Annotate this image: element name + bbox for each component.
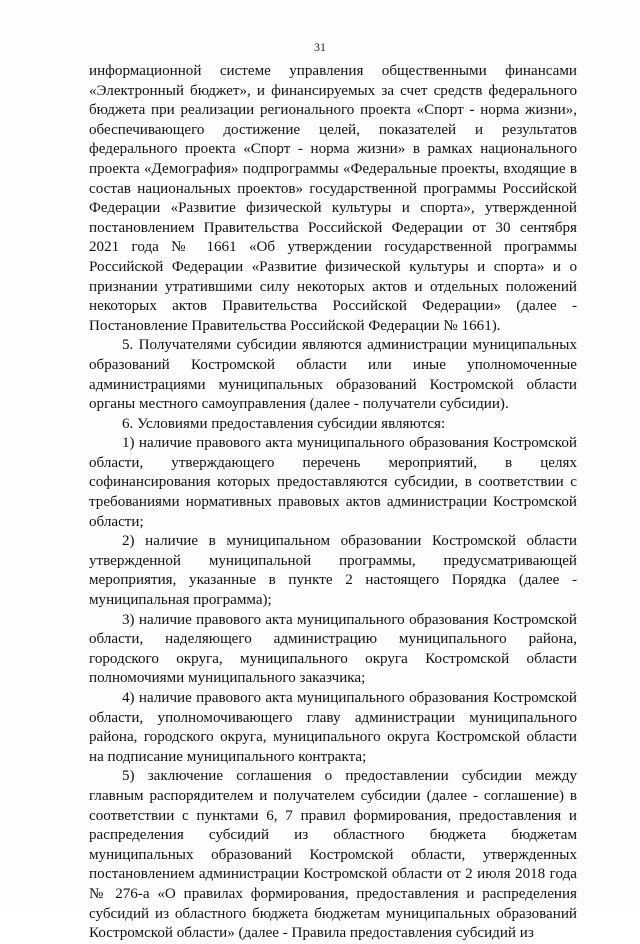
paragraph-condition-2: 2) наличие в муниципальном образовании Костромской области утвержденной муниципальной программы, предусматривающей мероприятия, указанные в пункте 2 настоящего Порядка (далее - муниципальная программа);: [89, 533, 577, 609]
paragraph-item-6-conditions: 6. Условиями предоставления субсидии являются:: [122, 415, 446, 432]
paragraph-continuation: информационной системе управления общественными финансами «Электронный бюджет», и финансируемых за счет средств федерального бюджета при реализации регионального проекта «Спорт - норма жизни», обеспечивающего достижение целей, показателей и результатов федерального проекта «Спорт - норма жизни» в рамках национального проекта «Демография» подпрограммы «Федеральные проекты, входящие в состав национальных проектов» государственной программы Российской Федерации «Развитие физической культуры и спорта», утвержденной постановлением Правительства Российской Федерации от 30 сентября 2021 года № 1661 «Об утверждении государственной программы Российской Федерации «Развитие физической культуры и спорта» и о признании утратившими силу некоторых актов и отдельных положений некоторых актов Правительства Российской Федерации» (далее - Постановление Правительства Российской Федерации № 1661).: [89, 63, 577, 334]
paragraph-condition-5: 5) заключение соглашения о предоставлении субсидии между главным распорядителем и получателем субсидии (далее - соглашение) в соответствии с пунктами 6, 7 правил формирования, предоставления и распределения субсидий из областного бюджета бюджетам муниципальных образований Костромской области, утвержденных постановлением администрации Костромской области от 2 июля 2018 года № 276-а «О правилах формирования, предоставления и распределения субсидий из областного бюджета бюджетам муниципальных образований Костромской области» (далее - Правила предоставления субсидий из: [89, 768, 577, 942]
paragraph-condition-4: 4) наличие правового акта муниципального образования Костромской области, уполномочивающего главу администрации муниципального района, городского округа, муниципального округа Костромской области на подписание муниципального контракта;: [89, 690, 577, 765]
document-body: [89, 62, 577, 944]
page-number: 31: [314, 40, 326, 54]
paragraph-item-5-recipients: 5. Получателями субсидии являются администрации муниципальных образований Костромской области или иные уполномоченные администрациями муниципальных образований Костромской области органы местного самоуправления (далее - получатели субсидии).: [89, 337, 577, 413]
paragraph-condition-3: 3) наличие правового акта муниципального образования Костромской области, наделяющего администрацию муниципального района, городского округа, муниципального округа Костромской области полномочиями муниципального заказчика;: [89, 611, 577, 687]
paragraph-condition-1: 1) наличие правового акта муниципального образования Костромской области, утверждающего перечень мероприятий, в целях софинансирования которых предоставляются субсидии, в соответствии с требованиями нормативных правовых актов администрации Костромской области;: [89, 435, 577, 530]
